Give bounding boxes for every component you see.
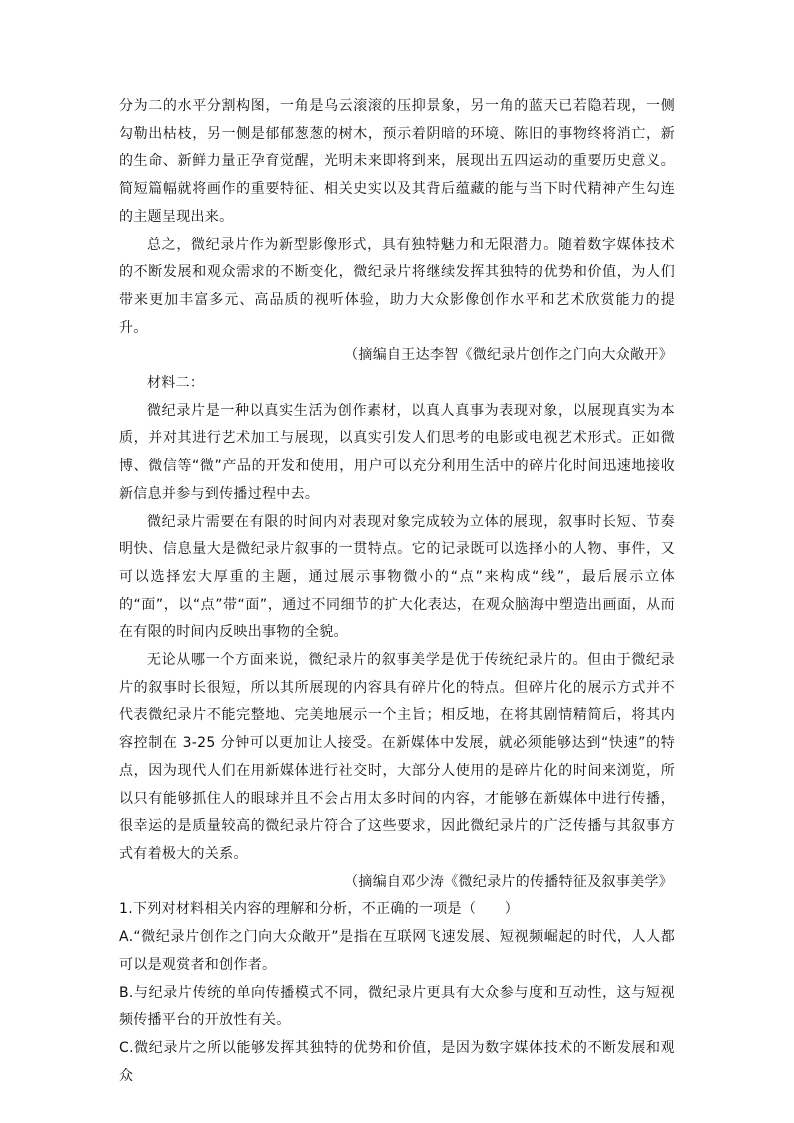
question1-option-c: C.微纪录片之所以能够发挥其独特的优势和价值，是因为数字媒体技术的不断发展和观众: [119, 1039, 675, 1084]
material2-heading: 材料二：: [147, 375, 205, 392]
question1-option-a: A.“微纪录片创作之门向大众敞开”是指在互联网飞速发展、短视频崛起的时代，人人都可以是观赏者和创作者。: [119, 929, 675, 973]
document-body: [119, 93, 675, 1090]
question1-option-b: B.与纪录片传统的单向传播模式不同，微纪录片更具有大众参与度和互动性，这与短视频传播平台的开放性有关。: [119, 984, 675, 1029]
material2-paragraph-1: 微纪录片是一种以真实生活为创作素材，以真人真事为表现对象，以展现真实为本质，并对其进行艺术加工与展现，以真实引发人们思考的电影或电视艺术形式。正如微博、微信等“微”产品的开发和使用，用户可以充分利用生活中的碎片化时间迅速地接收新信息并参与到传播过程中去。: [119, 402, 675, 502]
question1-stem: 1.下列对材料相关内容的理解和分析，不正确的一项是（ ）: [119, 901, 520, 918]
material1-conclusion-paragraph: 总之，微纪录片作为新型影像形式，具有独特魅力和无限潜力。随着数字媒体技术的不断发展和观众需求的不断变化，微纪录片将继续发挥其独特的优势和价值，为人们带来更加丰富多元、高品质的视听体验，助力大众影像创作水平和艺术欣赏能力的提升。: [119, 236, 675, 336]
material2-paragraph-3: 无论从哪一个方面来说，微纪录片的叙事美学是优于传统纪录片的。但由于微纪录片的叙事时长很短，所以其所展现的内容具有碎片化的特点。但碎片化的展示方式并不代表微纪录片不能完整地、完美地展示一个主旨；相反地，在将其剧情精简后，将其内容控制在 3-25 分钟可以更加让人接受。在新媒体中发展，就必须能够达到“快速”的特点，因为现代人们在用新媒体进行社交时，大部分人使用的是碎片化的时间来浏览，所以只有能够抓住人的眼球并且不会占用太多时间的内容，才能够在新媒体中进行传播，很幸运的是质量较高的微纪录片符合了这些要求，因此微纪录片的广泛传播与其叙事方式有着极大的关系。: [119, 652, 675, 862]
material1-source-citation: （摘编自王达李智《微纪录片创作之门向大众敞开》: [344, 347, 673, 364]
material2-paragraph-2: 微纪录片需要在有限的时间内对表现对象完成较为立体的展现，叙事时长短、节奏明快、信息量大是微纪录片叙事的一贯特点。它的记录既可以选择小的人物、事件，又可以选择宏大厚重的主题，通过展示事物微小的“点”来构成“线”，最后展示立体的“面”，以“点”带“面”，通过不同细节的扩大化表达，在观众脑海中塑造出画面，从而在有限的时间内反映出事物的全貌。: [119, 513, 675, 641]
material2-source-citation: （摘编自邓少涛《微纪录片的传播特征及叙事美学》: [344, 873, 673, 890]
material1-paragraph-continued: 分为二的水平分割构图，一角是乌云滚滚的压抑景象，另一角的蓝天已若隐若现，一侧勾勒出枯枝，另一侧是郁郁葱葱的树木，预示着阴暗的环境、陈旧的事物终将消亡，新的生命、新鲜力量正孕育觉醒，光明未来即将到来，展现出五四运动的重要历史意义。简短篇幅就将画作的重要特征、相关史实以及其背后蕴藏的能与当下时代精神产生勾连的主题呈现出来。: [119, 98, 675, 225]
